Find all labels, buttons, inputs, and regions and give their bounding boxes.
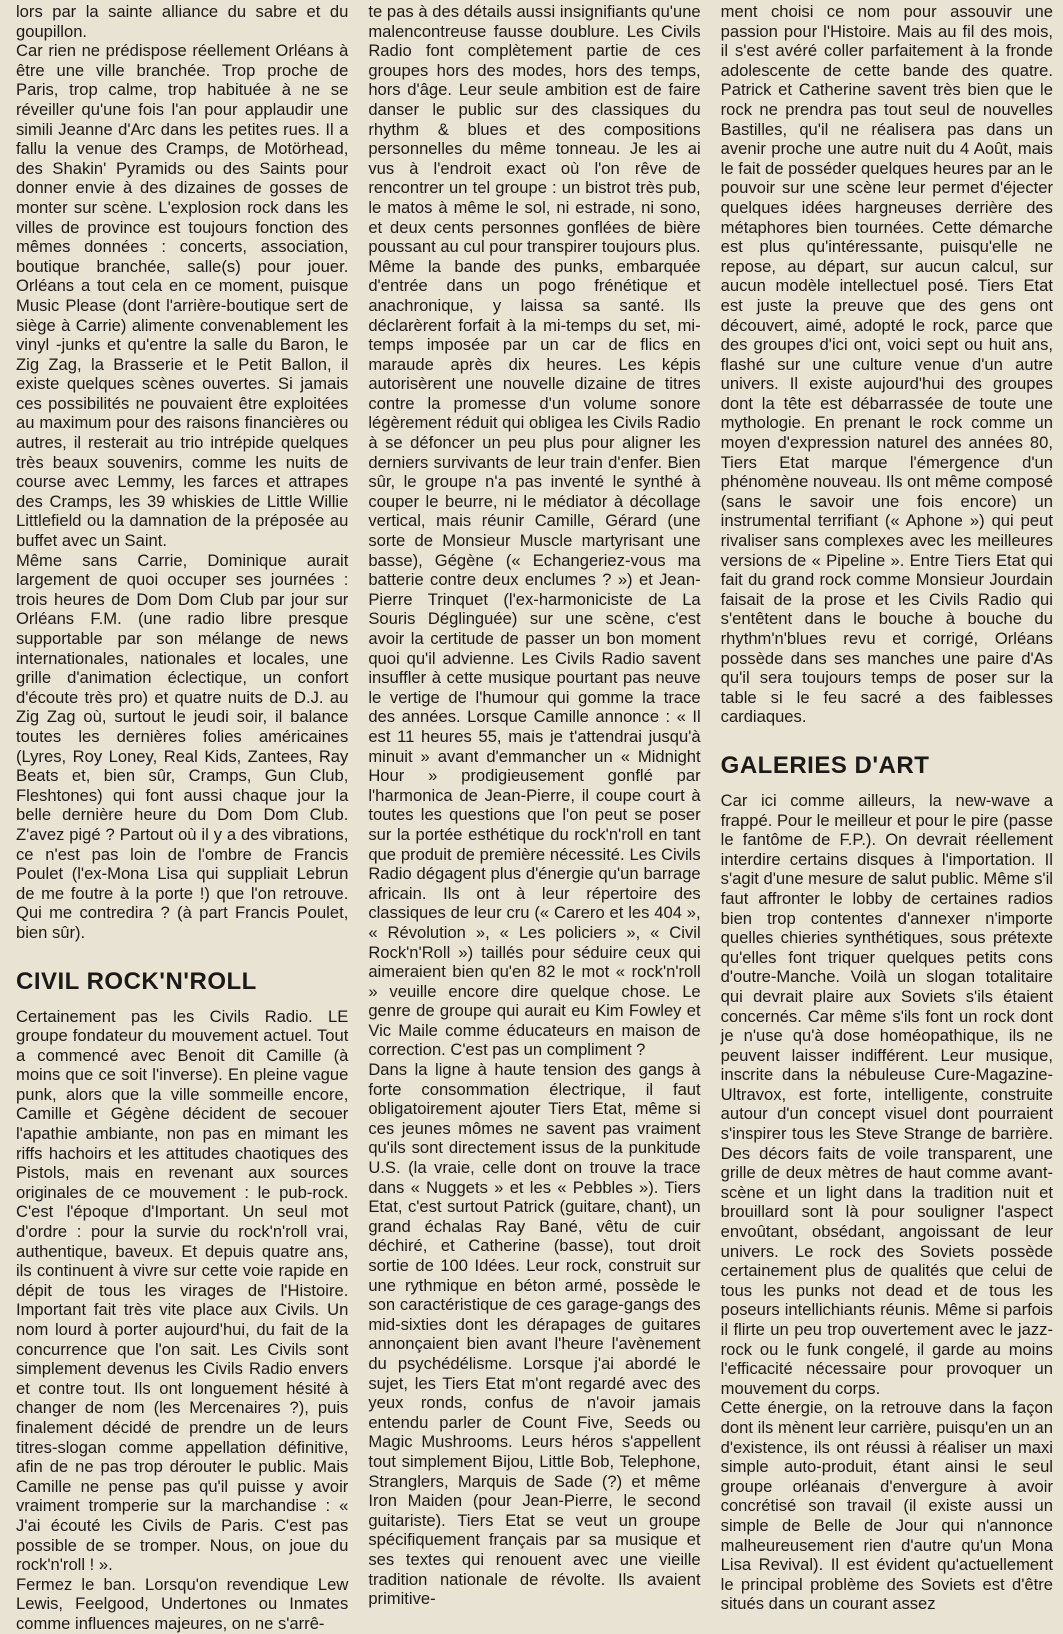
- paragraph: te pas à des détails aussi insignifiants qu'une malencontreuse fausse doublure. Les Civils Radio font complètement partie de ces groupes hors des modes, hors des temps, hors d'âge. Leur seule ambition est de faire danser le public sur des classiques du rhythm & blues et des compositions personnelles du même tonneau. Je les ai vus à l'endroit exact où l'on rêve de rencontrer un tel groupe : un bistrot très pub, le matos à même le sol, ni estrade, ni sono, et deux cents personnes gonflées de bière poussant au cul pour transpirer toujours plus. Même la bande des punks, embarquée d'entrée dans un pogo frénétique et anachronique, y laissa sa santé. Ils déclarèrent forfait à la mi-temps du set, mi-temps imposée par un car de flics en maraude après dix heures. Les képis autorisèrent une nouvelle dizaine de titres contre la promesse d'un volume sonore légèrement réduit qui obligea les Civils Radio à se défoncer un peu plus pour aligner les derniers survivants de leur train d'enfer. Bien sûr, le groupe n'a pas inventé le synthé à couper le beurre, ni le médiator à décollage vertical, mais réunir Camille, Gérard (une sorte de Monsieur Muscle martyrisant une basse), Gégène (« Echangeriez-vous ma batterie contre deux enclumes ? ») et Jean-Pierre Trinquet (l'ex-harmoniciste de La Souris Déglinguée) sur une scène, c'est avoir la certitude de passer un bon moment quoi qu'il advienne. Les Civils Radio savent insuffler à cette musique pourtant pas neuve le vertige de l'humour qui gomme la trace des années. Lorsque Camille annonce : « Il est 11 heures 55, mais je t'attendrai jusqu'à minuit » avant d'emmancher un « Midnight Hour » prodigieusement gonflé par l'harmonica de Jean-Pierre, il coupe court à toutes les questions que l'on peut se poser sur la portée esthétique du rock'n'roll en tant que produit de première nécessité. Les Civils Radio dégagent plus d'énergie qu'un barrage africain. Ils ont à leur répertoire des classiques de leur cru (« Carero et les 404 », « Révolution », « Les policiers », « Civil Rock'n'Roll ») taillés pour séduire ceux qui aimeraient bien qu'en 82 le mot « rock'n'roll » veuille encore dire quelque chose. Le genre de groupe qui aurait eu Kim Fowley et Vic Maile comme éducateurs en maison de correction. C'est pas un compliment ?: [368, 2, 701, 1060]
- paragraph: Fermez le ban. Lorsqu'on revendique Lew Lewis, Feelgood, Undertones ou Inmates comme influences majeures, on ne s'arrê-: [16, 1574, 349, 1633]
- paragraph: Certainement pas les Civils Radio. LE groupe fondateur du mouvement actuel. Tout a commencé avec Benoit dit Camille (à moins que ce soit l'inverse). En pleine vague punk, alors que la ville sommeille encore, Camille et Gégène décident de secouer l'apathie ambiante, non pas en mimant les riffs hachoirs et les attitudes chaotiques des Pistols, mais en revenant aux sources originales de ce mouvement : le pub-rock. C'est l'époque d'Important. Un seul mot d'ordre : pour la survie du rock'n'roll vrai, authentique, baveux. Et depuis quatre ans, ils continuent à vivre sur cette voie rapide en dépit de tous les virages de l'Histoire. Important fait très vite place aux Civils. Un nom lourd à porter aujourd'hui, du fait de la concurrence que l'on sait. Les Civils sont simplement devenus les Civils Radio envers et contre tout. Ils ont longuement hésité à changer de nom (les Mercenaires ?), puis finalement décidé de prendre un de leurs titres-slogan comme appellation définitive, afin de ne pas trop dérouter le public. Mais Camille ne pense pas qu'il puisse y avoir vraiment tromperie sur la marchandise : « J'ai écouté les Civils de Paris. C'est pas possible de se tromper. Nous, on joue du rock'n'roll ! ».: [16, 1006, 349, 1575]
- section-heading-civil-rocknroll: CIVIL ROCK'N'ROLL: [16, 967, 257, 995]
- section-heading-galeries-dart: GALERIES D'ART: [720, 751, 930, 779]
- paragraph: Cette énergie, on la retrouve dans la façon dont ils mènent leur carrière, puisqu'en un an d'existence, ils ont réussi à réaliser un maxi simple auto-produit, étant ainsi le seul groupe orléanais d'envergure à avoir concrétisé son travail (il existe aussi un simple de Belle de Jour qui n'annonce malheureusement rien d'autre qu'un Mona Lisa Revival). Il est évident qu'actuellement le principal problème des Soviets est d'être situés dans un courant assez: [720, 1398, 1053, 1614]
- column-right: [720, 2, 1053, 1614]
- column-middle: [368, 2, 701, 1609]
- paragraph: ment choisi ce nom pour assouvir une passion pour l'Histoire. Mais au fil des mois, il s'est avéré coller parfaitement à la fronde adolescente de cette bande des quatre. Patrick et Catherine savent très bien que le rock ne prendra pas tout seul de nouvelles Bastilles, qu'il ne réalisera pas dans un avenir proche une autre nuit du 4 Août, mais le fait de posséder quelques heures par an le pouvoir sur une scène leur permet d'éjecter quelques idées hargneuses derrière des métaphores bien tournées. Cette démarche est plus qu'intéressante, puisqu'elle ne repose, au départ, sur aucun calcul, sur aucun modèle intellectuel posé. Tiers Etat est juste la preuve que des gens ont découvert, aimé, adopté le rock, parce que des groupes d'ici ont, voici sept ou huit ans, flashé sur une culture venue d'un autre univers. Il existe aujourd'hui des groupes dont la tête est débarrassée de toute une mythologie. En prenant le rock comme un moyen d'expression naturel des années 80, Tiers Etat marque l'émergence d'un phénomène nouveau. Ils ont même composé (sans le savoir une fois encore) un instrumental terrifiant (« Aphone ») qui peut rivaliser sans complexes avec les meilleures versions de « Pipeline ». Entre Tiers Etat qui fait du grand rock comme Monsieur Jourdain faisait de la prose et les Civils Radio qui s'entêtent dans le bouche à bouche du rhythm'n'blues revu et corrigé, Orléans possède dans ses manches une paire d'As qu'il sera toujours temps de poser sur la table si le feu sacré a des faiblesses cardiaques.: [720, 2, 1053, 727]
- column-left: [16, 2, 349, 1633]
- paragraph: Car rien ne prédispose réellement Orléans à être une ville branchée. Trop proche de Paris, trop calme, trop habituée à ne se réveiller qu'une fois l'an pour applaudir une simili Jeanne d'Arc dans les petites rues. Il a fallu la venue des Cramps, de Motörhead, des Shakin' Pyramids ou des Saints pour donner envie à des dizaines de gosses de monter sur scène. L'explosion rock dans les villes de province est toujours fonction des mêmes données : concerts, association, boutique branchée, salle(s) pour jouer. Orléans a tout cela en ce moment, puisque Music Please (dont l'arrière-boutique sert de siège à Carrie) alimente convenablement les vinyl -junks et qu'entre la salle du Baron, le Zig Zag, la Brasserie et le Petit Ballon, il existe quelques scènes ouvertes. Si jamais ces possibilités ne pouvaient être exploitées au maximum pour des raisons financières ou autres, il resterait au trio intrépide quelques très beaux souvenirs, comme les nuits de course avec Lemmy, les farces et attrapes des Cramps, les 39 whiskies de Little Willie Littlefield ou la damnation de la préposée au buffet avec un Saint.: [16, 41, 349, 551]
- paragraph: Dans la ligne à haute tension des gangs à forte consommation électrique, il faut obligatoirement ajouter Tiers Etat, même si ces jeunes mômes ne savent pas vraiment qu'ils sont directement issus de la punkitude U.S. (la vraie, celle dont on trouve la trace dans « Nuggets » et les « Pebbles »). Tiers Etat, c'est surtout Patrick (guitare, chant), un grand échalas Ray Bané, vêtu de cuir déchiré, et Catherine (basse), tout droit sortie de 100 Idées. Leur rock, construit sur une rythmique en béton armé, possède le son caractéristique de ces garage-gangs des mid-sixties dont les dérapages de guitares annonçaient bien avant l'heure l'avènement du psychédélisme. Lorsque j'ai abordé le sujet, les Tiers Etat m'ont regardé avec des yeux ronds, confus de n'avoir jamais entendu parler de Count Five, Seeds ou Magic Mushrooms. Leurs héros s'appellent tout simplement Bijou, Little Bob, Telephone, Stranglers, Marquis de Sade (?) et même Iron Maiden (pour Jean-Pierre, le second guitariste). Tiers Etat se veut un groupe spécifiquement français par sa musique et ses textes qui renouent avec une vieille tradition nationale de révolte. Ils avaient primitive-: [368, 1060, 701, 1609]
- paragraph: Même sans Carrie, Dominique aurait largement de quoi occuper ses journées : trois heures de Dom Dom Club par jour sur Orléans F.M. (une radio libre presque supportable par son mélange de news internationales, nationales et locales, une grille d'animation éclectique, un confort d'écoute très pro) et quatre nuits de D.J. au Zig Zag où, surtout le jeudi soir, il balance toutes les dernières folies américaines (Lyres, Roy Loney, Real Kids, Zantees, Ray Beats et, bien sûr, Cramps, Gun Club, Fleshtones) qui font aussi chaque jour la belle dernière heure du Dom Dom Club. Z'avez pigé ? Partout où il y a des vibrations, ce n'est pas loin de l'ombre de Francis Poulet (l'ex-Mona Lisa qui suppliait Lebrun de me foutre à la porte !) que l'on retrouve. Qui me contredira ? (à part Francis Poulet, bien sûr).: [16, 550, 349, 942]
- paragraph: Car ici comme ailleurs, la new-wave a frappé. Pour le meilleur et pour le pire (passe le fantôme de F.P.). On devrait réellement interdire certains disques à l'importation. Il s'agit d'une mesure de salut public. Même s'il faut affronter le lobby de certaines radios bien trop contentes d'annexer n'importe quelles chieries synthétiques, sous prétexte qu'elles font triquer quelques petits cons d'outre-Manche. Voilà un slogan totalitaire qui devrait plaire aux Soviets s'ils étaient concernés. Car même s'ils font un rock dont je n'use qu'à dose homéopathique, ils ne peuvent laisser indifférent. Leur musique, inscrite dans la nébuleuse Cure-Magazine-Ultravox, est forte, intelligente, construite autour d'un concept visuel dont pourraient s'inspirer tous les Steve Strange de barrière. Des décors faits de voile transparent, une grille de deux mètres de haut comme avant-scène et un light dans la tradition nuit et brouillard sont là pour souligner l'aspect envoûtant, obsédant, angoissant de leur univers. Le rock des Soviets possède certainement plus de qualités que celui de tous les punks not dead et de tous les poseurs intellichiants réunis. Même si parfois il flirte un peu trop ouvertement avec le jazz-rock ou le funk congelé, il garde au moins l'efficacité nécessaire pour provoquer un mouvement du corps.: [720, 790, 1053, 1398]
- paragraph: lors par la sainte alliance du sabre et du goupillon.: [16, 2, 349, 41]
